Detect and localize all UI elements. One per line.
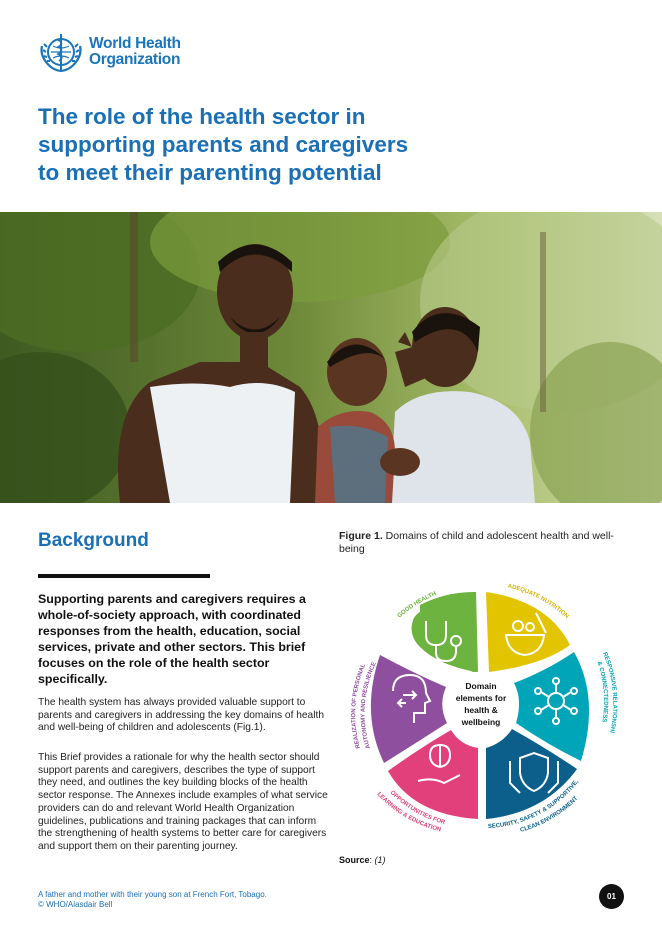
hero-photo — [0, 212, 662, 503]
figure-caption — [339, 530, 629, 556]
org-name-line1: World Health — [89, 35, 181, 52]
center-line3: health & — [464, 705, 498, 715]
label-security-line1: SECURITY, SAFETY & SUPPORTIVE, — [487, 779, 580, 831]
title-line1: The role of the health sector in — [38, 104, 366, 129]
label-autonomy-line1: REALIZATION OF PERSONAL — [351, 663, 368, 750]
source-label: Source — [339, 855, 370, 865]
who-logo — [38, 30, 181, 74]
label-relationships-line1: RESPONSIVE RELATIONSHI — [601, 651, 618, 734]
domains-wheel-figure — [348, 583, 618, 838]
lead-paragraph: Supporting parents and caregivers requires a whole-of-society approach, with coordinated responses from the health, education, social services, private and other sectors. This brief focuses on the role of the health sector specifically. — [38, 592, 306, 686]
center-line4: wellbeing — [461, 717, 501, 727]
wheel-center-label — [456, 681, 507, 727]
label-security-line2: CLEAN ENVIRONMENT — [519, 795, 580, 834]
organization-name — [89, 36, 181, 68]
figure-source — [339, 855, 386, 865]
heading-divider — [38, 574, 210, 578]
body-paragraph-1: The health system has always provided valuable support to parents and caregivers in addressing the key domains of health and well-being of children and adolescents (Fig.1). — [38, 697, 324, 734]
wheel-segment-adequate-nutrition — [486, 592, 570, 672]
who-emblem-icon — [38, 30, 84, 74]
photo-credit — [38, 890, 267, 910]
org-name-line2: Organization — [89, 51, 181, 68]
figure-caption-text: Domains of child and adolescent health and well-being — [339, 530, 614, 555]
title-line3: to meet their parenting potential — [38, 160, 382, 185]
title-line2: supporting parents and caregivers — [38, 132, 409, 157]
label-relationships-line2: & CONNECTEDNESS — [595, 660, 609, 723]
figure-label: Figure 1. — [339, 530, 383, 542]
body-paragraph-2: This Brief provides a rationale for why the health sector should support parents and caregivers, describes the type of support they need, and outlines the key building blocks of the health sector response. The Annexes include examples of what service providers can do and relevant World Health Organization guidelines, publications and training packages that can inform the strengthening of health systems to better care for caregivers and support them on their parenting journey. — [38, 752, 328, 852]
label-good-health: GOOD HEALTH — [396, 591, 438, 620]
center-line1: Domain — [465, 681, 497, 691]
page-number: 01 — [599, 884, 624, 909]
label-learning-line1: OPPORTUNITIES FOR — [388, 789, 446, 827]
source-separator: : — [369, 855, 375, 865]
source-reference: (1) — [374, 855, 386, 865]
label-adequate-nutrition: ADEQUATE NUTRITION — [507, 583, 570, 620]
label-learning-line2: LEARNING & EDUCATION — [375, 791, 442, 834]
background-heading: Background — [38, 530, 149, 551]
photo-credit-line2: © WHO/Alasdair Bell — [38, 900, 113, 909]
label-autonomy-line2: AUTONOMY AND RESILIENCE — [360, 661, 378, 750]
page-title — [38, 103, 468, 187]
center-line2: elements for — [455, 693, 507, 703]
photo-credit-line1: A father and mother with their young son at French Fort, Tobago. — [38, 890, 267, 899]
